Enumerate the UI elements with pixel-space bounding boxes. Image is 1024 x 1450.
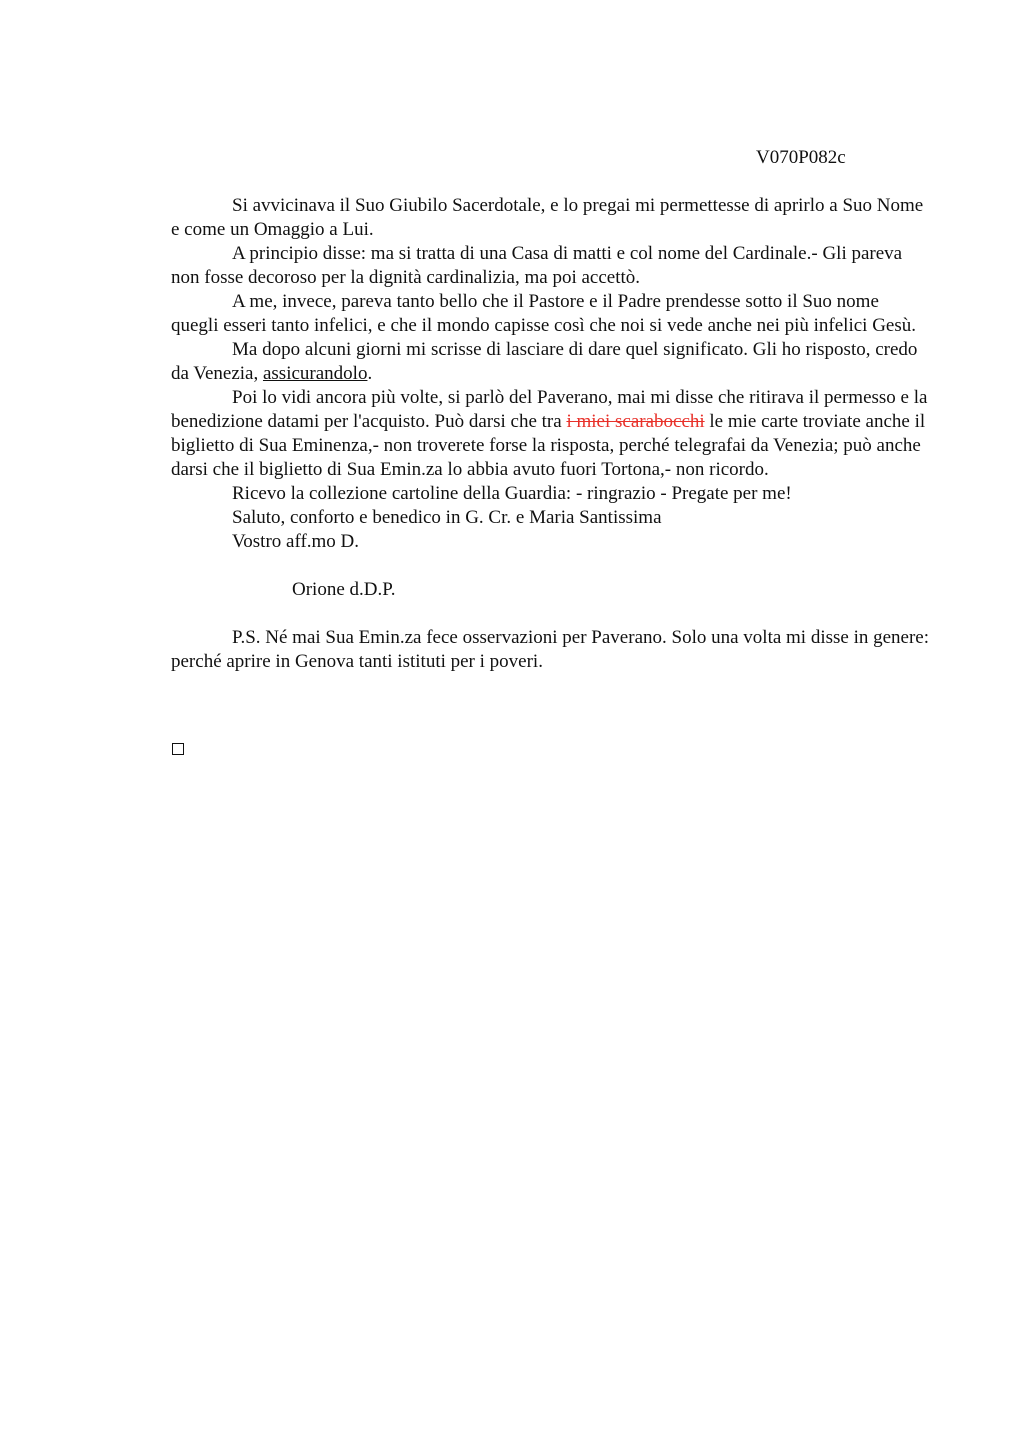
paragraph-1: Si avvicinava il Suo Giubilo Sacerdotale, e lo pregai mi permettesse di aprirlo a Suo Nome e come un Omaggio a Lui.	[171, 195, 924, 240]
spacer	[171, 554, 931, 578]
closing-valediction: Vostro aff.mo D.	[232, 531, 360, 552]
underlined-word: assicurandolo	[262, 363, 368, 384]
paragraph-4-end: .	[367, 363, 373, 384]
document-code: V070P082c	[756, 147, 846, 168]
paragraph-3: A me, invece, pareva tanto bello che il Pastore e il Padre prendesse sotto il Suo nome quegli esseri tanto infelici, e che il mondo capisse così che noi si vede anche nei più infelici Gesù.	[171, 291, 916, 336]
paragraph-4-text: Ma dopo alcuni giorni mi scrisse di lasciare di dare quel significato. Gli ho risposto, credo da Venezia,	[171, 339, 918, 384]
paragraph-4	[171, 338, 931, 386]
paragraph-2: A principio disse: ma si tratta di una Casa di matti e col nome del Cardinale.- Gli pareva non fosse decoroso per la dignità cardinalizia, ma poi accettò.	[171, 243, 903, 288]
paragraph-6: Ricevo la collezione cartoline della Guardia: - ringrazio - Pregate per me!	[232, 483, 792, 504]
closing-blessing: Saluto, conforto e benedico in G. Cr. e Maria Santissima	[232, 507, 662, 528]
letter-body	[171, 194, 931, 674]
signature: Orione d.D.P.	[292, 579, 396, 600]
spacer	[171, 602, 931, 626]
struck-through-text: i miei scarabocchi	[566, 411, 705, 432]
paragraph-5-text-start: Poi lo vidi ancora più volte, si parlò del Paverano, mai mi disse che ritirava il permesso e la benedizione datami per l'acquisto. Può darsi che tra	[171, 387, 928, 432]
paragraph-5-text-end: le mie carte troviate anche il biglietto di Sua Eminenza,- non troverete forse la risposta, perché telegrafai da Venezia; può anche darsi che il biglietto di Sua Emin.za lo abbia avuto fuori Tortona,- non ricordo.	[171, 411, 926, 480]
postscript: P.S. Né mai Sua Emin.za fece osservazioni per Paverano. Solo una volta mi disse in genere: perché aprire in Genova tanti istituti per i poveri.	[171, 627, 930, 672]
empty-square-icon	[172, 743, 184, 755]
paragraph-5	[171, 386, 931, 482]
